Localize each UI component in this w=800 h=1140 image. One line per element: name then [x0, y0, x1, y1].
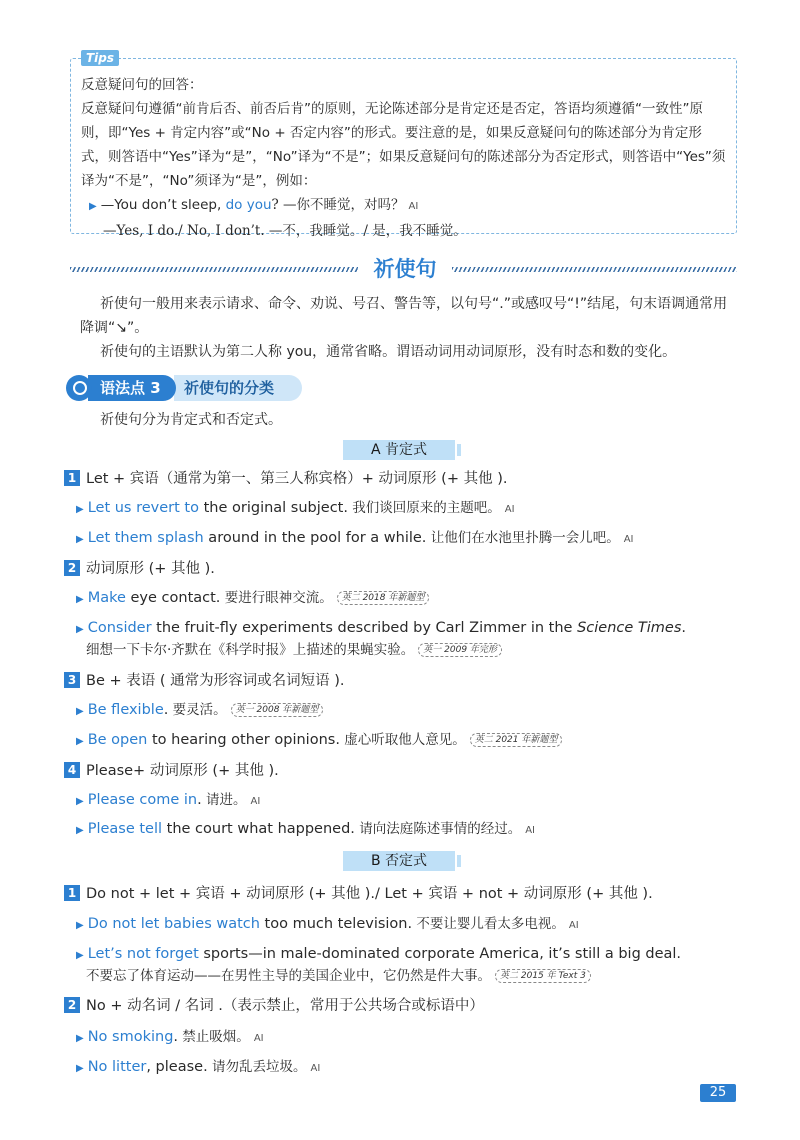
page-number: 25	[700, 1084, 736, 1102]
triangle-bullet-icon: ▶	[76, 706, 84, 717]
triangle-bullet-icon: ▶	[76, 796, 84, 807]
section-title: 祈使句	[373, 257, 437, 281]
triangle-bullet-icon: ▶	[76, 594, 84, 605]
ai-icon: AI	[504, 504, 515, 515]
example-a4-1: ▶ Please come in. 请进。 AI	[76, 792, 261, 808]
example-a1-2: ▶ Let them splash around in the pool for a while. 让他们在水池里扑腾一会儿吧。 AI	[76, 530, 634, 546]
ai-icon: AI	[250, 796, 261, 807]
tips-example-1: ▶ —You don’t sleep, do you? —你不睡觉，对吗？ AI	[89, 197, 419, 213]
ai-icon: AI	[253, 1033, 264, 1044]
source-tag: 英二 2015 年 Text 3	[495, 969, 591, 983]
divider-right	[452, 267, 737, 272]
source-tag: 英一 2008 年新题型	[231, 703, 324, 717]
example-a1-1: ▶ Let us revert to the original subject. 我们谈回原来的主题吧。 AI	[76, 500, 515, 516]
triangle-bullet-icon: ▶	[76, 624, 84, 635]
triangle-bullet-icon: ▶	[76, 1033, 84, 1044]
ai-icon: AI	[525, 825, 535, 836]
example-a4-2: ▶ Please tell the court what happened. 请向法庭陈述事情的经过。 AI	[76, 821, 535, 837]
source-tag: 英一 2009 年完形	[418, 643, 502, 657]
example-a2-2: ▶ Consider the fruit-fly experiments described by Carl Zimmer in the Science Times.	[76, 620, 686, 636]
triangle-bullet-icon: ▶	[76, 534, 84, 545]
divider-left	[70, 267, 358, 272]
ai-icon: AI	[623, 534, 634, 545]
grammar-point-banner	[66, 375, 302, 401]
tips-heading: 反意疑问句的回答：	[81, 77, 203, 93]
grammar-point-title: 祈使句的分类	[174, 375, 302, 401]
source-tag: 英二 2021 年新题型	[470, 733, 563, 747]
tips-example-2: —Yes, I do./ No, I don’t. —不，我睡觉。/ 是，我不睡觉。	[103, 223, 467, 239]
example-b2-2: ▶ No litter, please. 请勿乱丢垃圾。 AI	[76, 1059, 321, 1075]
ai-icon: AI	[568, 920, 579, 931]
triangle-bullet-icon: ▶	[76, 504, 84, 515]
example-a3-2: ▶ Be open to hearing other opinions. 虚心听取他人意见。 英二 2021 年新题型	[76, 729, 562, 753]
intro-paragraph-2: 祈使句的主语默认为第二人称 you，通常省略。谓语动词用动词原形，没有时态和数的变化。	[100, 344, 677, 360]
triangle-bullet-icon: ▶	[76, 920, 84, 931]
section-header	[70, 252, 737, 286]
grammar-point-intro: 祈使句分为肯定式和否定式。	[100, 412, 282, 428]
ai-icon: AI	[310, 1063, 321, 1074]
magnifier-icon	[66, 375, 92, 401]
example-b2-1: ▶ No smoking. 禁止吸烟。 AI	[76, 1029, 264, 1045]
tips-box	[70, 51, 737, 239]
rule-b2: 2 No + 动名词 / 名词 .（表示禁止，常用于公共场合或标语中）	[64, 996, 484, 1016]
tips-label: Tips	[81, 50, 119, 66]
intro-paragraph-1: 祈使句一般用来表示请求、命令、劝说、号召、警告等，以句号“.”或感叹号“!”结尾，句末语调通常用降调“↘”。	[80, 296, 728, 336]
triangle-bullet-icon: ▶	[76, 1063, 84, 1074]
triangle-bullet-icon: ▶	[89, 201, 97, 212]
example-a2-2-translation: 细想一下卡尔·齐默在《科学时报》上描述的果蝇实验。 英一 2009 年完形	[86, 639, 502, 661]
grammar-point-label: 语法点 3	[88, 375, 176, 401]
example-a3-1: ▶ Be flexible. 要灵活。 英一 2008 年新题型	[76, 699, 323, 723]
example-b1-2: ▶ Let’s not forget sports—in male-dominated corporate America, it’s still a big deal.	[76, 946, 682, 962]
subheader-negative: B 否定式	[343, 851, 455, 871]
rule-b1: 1 Do not + let + 宾语 + 动词原形 (+ 其他 )./ Let + 宾语 + not + 动词原形 (+ 其他 ).	[64, 884, 653, 904]
triangle-bullet-icon: ▶	[76, 736, 84, 747]
example-b1-1: ▶ Do not let babies watch too much television. 不要让婴儿看太多电视。 AI	[76, 916, 579, 932]
rule-a1: 1 Let + 宾语（通常为第一、第三人称宾格）+ 动词原形 (+ 其他 ).	[64, 469, 507, 489]
rule-a3: 3 Be + 表语 ( 通常为形容词或名词短语 ).	[64, 671, 345, 691]
tips-body	[81, 73, 728, 243]
source-tag: 英二 2018 年新题型	[337, 591, 430, 605]
rule-a4: 4 Please+ 动词原形 (+ 其他 ).	[64, 761, 279, 781]
subheader-affirmative: A 肯定式	[343, 440, 455, 460]
ai-icon: AI	[408, 201, 419, 212]
triangle-bullet-icon: ▶	[76, 825, 84, 836]
triangle-bullet-icon: ▶	[76, 950, 84, 961]
tips-text: 反意疑问句遵循“前肯后否、前否后肯”的原则，无论陈述部分是肯定还是否定，答语均须遵循“一致性”原则，即“Yes + 肯定内容”或“No + 否定内容”的形式。要注意的是，如果反意疑问句的陈述部分为肯定形式，则答语中“Yes”译为“是”，“No”译为“不是”；如果反意疑问句的陈述部分为否定形式，则答语中“Yes”须译为“不是”，“No”须译为“是”，例如：	[81, 101, 726, 189]
example-b1-2-translation: 不要忘了体育运动——在男性主导的美国企业中，它仍然是件大事。 英二 2015 年 Text 3	[86, 965, 591, 987]
example-a2-1: ▶ Make eye contact. 要进行眼神交流。 英二 2018 年新题型	[76, 587, 429, 611]
rule-a2: 2 动词原形 (+ 其他 ).	[64, 559, 215, 579]
